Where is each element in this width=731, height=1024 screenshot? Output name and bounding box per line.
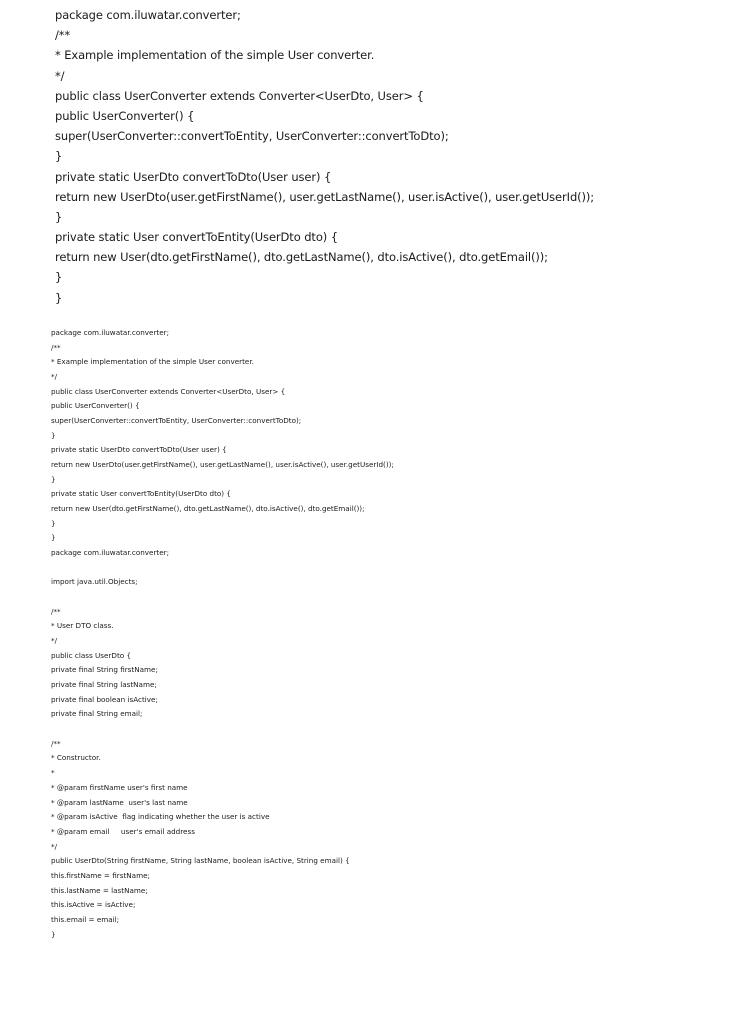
code-line: package com.iluwatar.converter; <box>55 8 241 22</box>
code-line: * @param firstName user's first name <box>51 782 188 792</box>
code-line: public class UserConverter extends Converter<UserDto, User> { <box>55 88 424 103</box>
code-line: } <box>55 270 63 285</box>
code-line: return new User(dto.getFirstName(), dto.getLastName(), dto.isActive(), dto.getEmail()); <box>51 504 365 514</box>
code-line: } <box>51 929 56 939</box>
code-line: } <box>55 209 63 224</box>
code-line: * @param lastName user's last name <box>51 797 188 807</box>
code-block-small <box>51 326 711 942</box>
code-line: * @param email user's email address <box>51 826 195 836</box>
code-line: /** <box>51 738 61 748</box>
code-line <box>51 590 711 605</box>
code-line: public UserDto(String firstName, String lastName, boolean isActive, String email) { <box>51 856 350 866</box>
code-line: return new User(dto.getFirstName(), dto.getLastName(), dto.isActive(), dto.getEmail()); <box>55 250 548 265</box>
code-line: package com.iluwatar.converter; <box>51 328 170 337</box>
code-line: private static User convertToEntity(UserDto dto) { <box>51 489 231 499</box>
code-line: } <box>51 533 56 543</box>
code-line: /** <box>51 342 61 352</box>
code-block-large <box>55 5 715 308</box>
code-line: } <box>55 149 63 164</box>
code-line: } <box>55 290 63 305</box>
code-line: * Example implementation of the simple User converter. <box>51 357 254 367</box>
code-line: */ <box>51 372 58 382</box>
code-line: private static UserDto convertToDto(User user) { <box>55 169 332 184</box>
code-line: import java.util.Objects; <box>51 577 138 587</box>
code-line: return new UserDto(user.getFirstName(), user.getLastName(), user.isActive(), user.getUserId()); <box>55 189 595 204</box>
code-line: private static User convertToEntity(UserDto dto) { <box>55 230 338 245</box>
code-line: return new UserDto(user.getFirstName(), user.getLastName(), user.isActive(), user.getUserId()); <box>51 460 394 470</box>
code-line: super(UserConverter::convertToEntity, UserConverter::convertToDto); <box>55 129 449 144</box>
code-line: this.email = email; <box>51 914 120 924</box>
code-line: package com.iluwatar.converter; <box>51 548 170 558</box>
code-line: super(UserConverter::convertToEntity, UserConverter::convertToDto); <box>51 416 302 426</box>
code-line: this.isActive = isActive; <box>51 900 136 910</box>
code-line: } <box>51 474 56 484</box>
code-line: * User DTO class. <box>51 621 114 631</box>
code-line: public UserConverter() { <box>55 108 195 123</box>
code-line: public UserConverter() { <box>51 401 140 411</box>
code-line: public class UserDto { <box>51 650 132 660</box>
code-line: } <box>51 518 56 528</box>
code-line: } <box>51 430 56 440</box>
code-line: this.lastName = lastName; <box>51 885 148 895</box>
code-line: /** <box>55 28 71 43</box>
code-line: * Example implementation of the simple User converter. <box>55 48 375 63</box>
code-line: */ <box>55 68 65 83</box>
code-line: private final String lastName; <box>51 680 157 690</box>
code-line <box>51 561 711 576</box>
code-line <box>51 722 711 737</box>
code-line: private static UserDto convertToDto(User user) { <box>51 445 227 455</box>
code-line: * <box>51 768 55 778</box>
code-line: */ <box>51 841 58 851</box>
code-line: * Constructor. <box>51 753 101 763</box>
code-line: private final String email; <box>51 709 143 719</box>
code-line: private final boolean isActive; <box>51 694 158 704</box>
code-line: * @param isActive flag indicating whether the user is active <box>51 812 270 822</box>
code-line: public class UserConverter extends Converter<UserDto, User> { <box>51 386 286 396</box>
code-line: */ <box>51 636 58 646</box>
code-line: this.firstName = firstName; <box>51 870 150 880</box>
code-line: /** <box>51 606 61 616</box>
code-line: private final String firstName; <box>51 665 158 675</box>
